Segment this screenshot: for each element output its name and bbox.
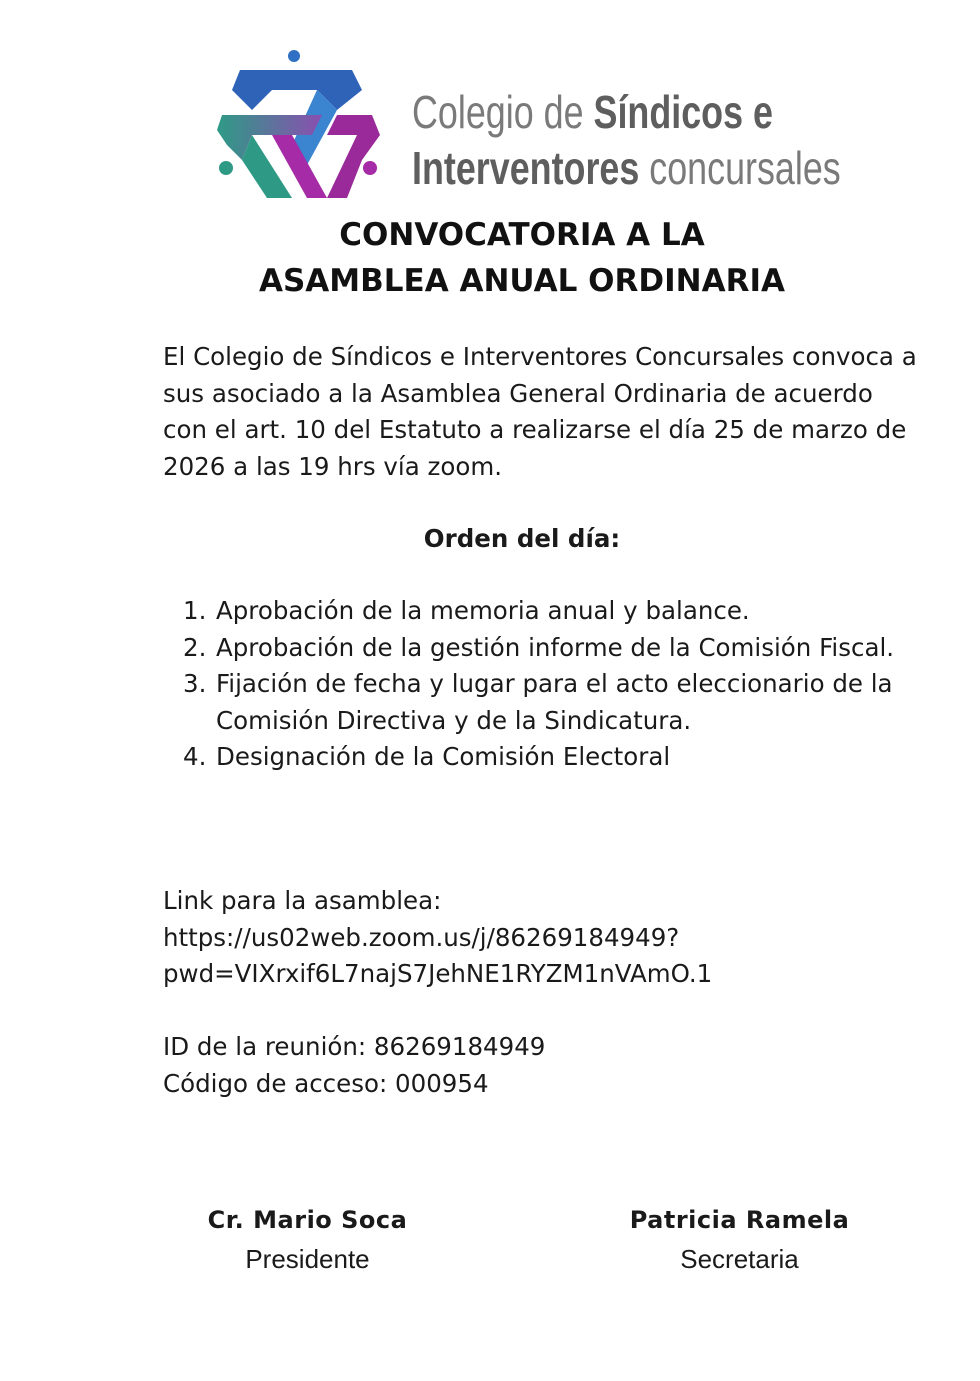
signature-secretary [582,1206,897,1275]
title-line-2: ASAMBLEA ANUAL ORDINARIA [258,263,786,299]
item-text: Aprobación de la memoria anual y balance. [216,596,750,625]
agenda-title: Orden del día: [423,524,621,553]
logo-emblem [212,50,382,200]
signature-name: Patricia Ramela [629,1206,850,1234]
meeting-url-line-2[interactable]: pwd=VIXrxif6L7najS7JehNE1RYZM1nVAmO.1 [163,959,713,988]
title-line-1: CONVOCATORIA A LA [339,217,705,253]
agenda-item [183,630,903,667]
logo-text-part: Interventores [412,142,650,194]
meeting-credentials [163,1029,923,1102]
meeting-url-line-1[interactable]: https://us02web.zoom.us/j/86269184949? [163,922,680,952]
agenda-item [183,593,903,630]
item-text: Designación de la Comisión Electoral [216,742,671,771]
signature-role: Presidente [245,1244,370,1274]
item-number: 1. [183,596,207,625]
item-text: Fijación de fecha y lugar para el acto eleccionario de la Comisión Directiva y de la Sindicatura. [216,669,893,735]
logo-text-part: Colegio de [412,86,594,138]
agenda-item [183,739,903,776]
signature-role: Secretaria [680,1244,799,1274]
access-code: Código de acceso: 000954 [163,1068,489,1098]
meeting-id: ID de la reunión: 86269184949 [163,1032,546,1061]
agenda-list [183,593,903,776]
signature-name: Cr. Mario Soca [207,1206,408,1234]
meeting-link-block [163,883,923,993]
agenda-item [183,666,903,739]
signature-president [150,1206,465,1275]
logo-text-part: Síndicos e [593,86,773,138]
logo-text-part: concursales [649,142,841,194]
item-text: Aprobación de la gestión informe de la Comisión Fiscal. [216,632,895,662]
document-title [0,212,980,304]
logo-text [412,84,841,196]
item-number: 3. [183,669,207,698]
intro-paragraph: El Colegio de Síndicos e Interventores Concursales convoca a sus asociado a la Asamblea General Ordinaria de acuerdo con el art. 10 del Estatuto a realizarse el día 25 de marzo de 2026 a las 19 hrs vía zoom. [163,342,917,481]
link-label: Link para la asamblea: [163,886,442,915]
item-number: 2. [183,632,207,662]
item-number: 4. [183,742,207,771]
